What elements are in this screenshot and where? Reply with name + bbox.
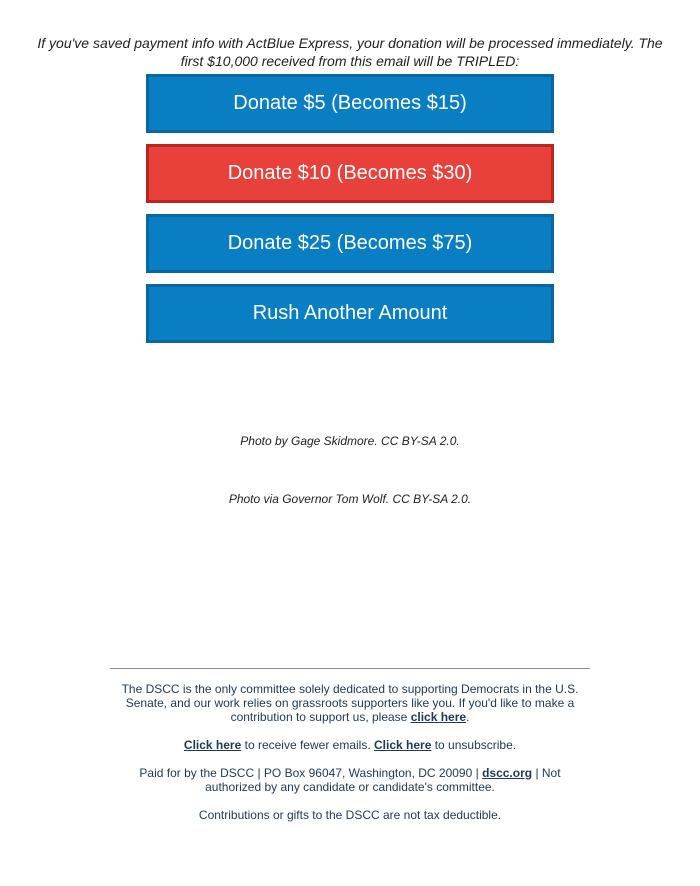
donate-25-button[interactable]: Donate $25 (Becomes $75) [146,214,554,273]
rush-another-amount-button[interactable]: Rush Another Amount [146,284,554,343]
dscc-site-link[interactable]: dscc.org [482,766,533,780]
unsubscribe-link[interactable]: Click here [374,738,432,752]
fewer-emails-link[interactable]: Click here [183,738,242,752]
support-click-here-link[interactable]: click here [410,710,467,724]
intro-line-2: first $10,000 received from this email will be TRIPLED: [180,53,520,69]
fewer-emails-text: to receive fewer emails. [241,738,374,752]
footer-about-end: . [466,710,470,724]
photo-caption-1: Photo by Gage Skidmore. CC BY-SA 2.0. [240,434,460,448]
footer-paid-for [110,766,590,794]
intro-line-1: If you've saved payment info with ActBlue Express, your donation will be processed immediately. The [37,35,663,51]
photo-caption-2: Photo via Governor Tom Wolf. CC BY-SA 2.0. [228,492,472,506]
footer-tax-note: Contributions or gifts to the DSCC are not tax deductible. [198,808,502,822]
intro-text [20,34,680,70]
donate-5-button[interactable]: Donate $5 (Becomes $15) [146,74,554,133]
paid-for-text: Paid for by the DSCC | PO Box 96047, Washington, DC 20090 | [139,766,479,780]
unsubscribe-text: to unsubscribe. [431,738,517,752]
donate-10-button[interactable]: Donate $10 (Becomes $30) [146,144,554,203]
footer-about [110,682,590,724]
footer-about-text: The DSCC is the only committee solely dedicated to supporting Democrats in the U.S. Senate, and our work relies on grassroots supporters like you. If you'd like to make a contribution to support us, please [121,682,579,724]
paid-for-end: | Not authorized by any candidate or candidate's committee. [205,766,561,794]
footer-email-preferences [110,738,590,752]
footer-divider [110,668,590,669]
